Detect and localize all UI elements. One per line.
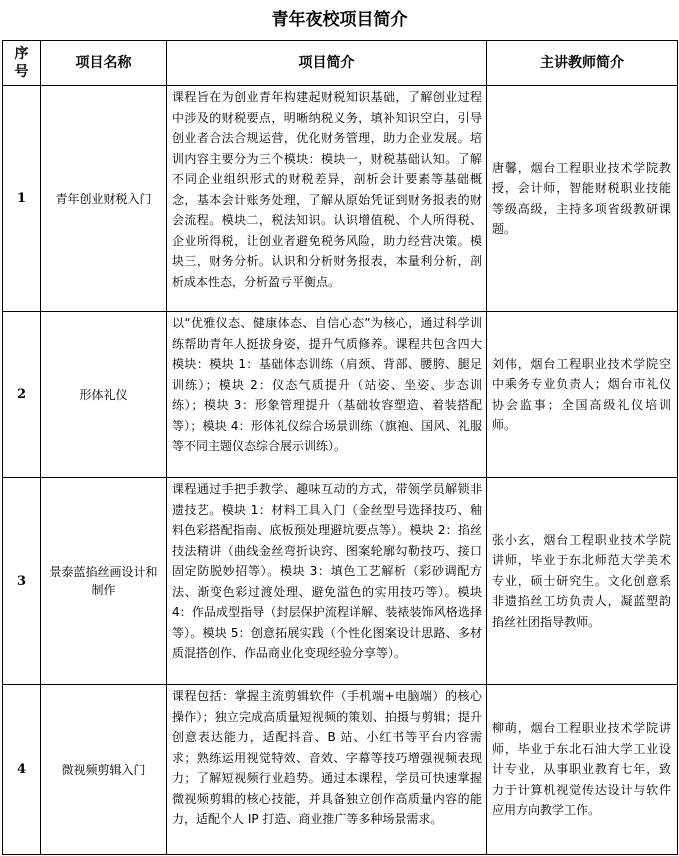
row-intro: 以“优雅仪态、健康体态、自信心态”为核心，通过科学训练帮助青年人挺拔身姿，提升气质修养。课程共包含四大模块：模块 1：基础体态训练（肩颈、背部、腰胯、腿足训练）；模块 2：仪态气质提升（站姿、坐姿、步态训练）；模块 3：形象管理提升（基础妆容塑造、着装搭配等）；模块 4：形体礼仪综合场景训练（旗袍、国风、礼服等不同主题仪态综合展示训练）。 [167, 312, 487, 478]
project-table [2, 40, 678, 855]
row-intro: 课程包括：掌握主流剪辑软件（手机端+电脑端）的核心操作）；独立完成高质量短视频的策划、拍摄与剪辑；提升创意表达能力，适配抖音、B 站、小红书等平台内容需求；熟练运用视觉特效、音效、字幕等技巧增强视频表现力；了解短视频行业趋势。通过本课程，学员可快速掌握微视频剪辑的核心技能，并具备独立创作高质量内容的能力，适配个人 IP 打造、商业推广等多种场景需求。 [167, 685, 487, 855]
table-row [3, 86, 678, 312]
header-intro: 项目简介 [167, 41, 487, 86]
table-row [3, 478, 678, 685]
header-name: 项目名称 [41, 41, 167, 86]
table-header-row [3, 41, 678, 86]
row-teacher: 柳萌，烟台工程职业技术学院讲师，毕业于东北石油大学工业设计专业，从事职业教育七年，致力于计算机视觉传达设计与软件应用方向教学工作。 [487, 685, 678, 855]
row-intro: 课程旨在为创业青年构建起财税知识基础，了解创业过程中涉及的财税要点，明晰纳税义务，填补知识空白，引导创业者合法合规运营，优化财务管理，助力企业发展。培训内容主要分为三个模块：模块一，财税基础认知。了解不同企业组织形式的财税差异，剖析会计要素等基础概念，基本会计账务处理，了解从原始凭证到财务报表的财会流程。模块二，税法知识。认识增值税、个人所得税、企业所得税，让创业者避免税务风险，助力经营决策。模块三，财务分析。认识和分析财务报表，本量利分析，剖析成本性态，分析盈亏平衡点。 [167, 86, 487, 312]
row-teacher: 刘伟，烟台工程职业技术学院空中乘务专业负责人；烟台市礼仪协会监事；全国高级礼仪培训师。 [487, 312, 678, 478]
header-no: 序号 [3, 41, 41, 86]
row-no: 1 [3, 86, 41, 312]
table-row [3, 685, 678, 855]
row-name: 微视频剪辑入门 [41, 685, 167, 855]
row-intro: 课程通过手把手教学、趣味互动的方式，带领学员解锁非遗技艺。模块 1：材料工具入门（金丝型号选择技巧、釉料色彩搭配指南、底板预处理避坑要点等）。模块 2：掐丝技法精讲（曲线金丝弯折诀窍、图案轮廓勾勒技巧、接口固定防脱妙招等）。模块 3：填色工艺解析（彩砂调配方法、渐变色彩过渡处理、避免溢色的实用技巧等）。模块 4：作品成型指导（封层保护流程详解、装裱装饰风格选择等）。模块 5：创意拓展实践（个性化图案设计思路、多材质混搭创作、作品商业化变现经验分享等）。 [167, 478, 487, 685]
row-name: 景泰蓝掐丝画设计和制作 [41, 478, 167, 685]
row-name: 形体礼仪 [41, 312, 167, 478]
row-teacher: 张小玄，烟台工程职业技术学院讲师，毕业于东北师范大学美术专业，硕士研究生。文化创意系非遗掐丝工坊负责人，凝蓝塑韵掐丝社团指导教师。 [487, 478, 678, 685]
header-teacher: 主讲教师简介 [487, 41, 678, 86]
row-no: 2 [3, 312, 41, 478]
row-no: 4 [3, 685, 41, 855]
table-row [3, 312, 678, 478]
row-name: 青年创业财税入门 [41, 86, 167, 312]
row-no: 3 [3, 478, 41, 685]
row-teacher: 唐馨，烟台工程职业技术学院教授，会计师，智能财税职业技能等级高级，主持多项省级教研课题。 [487, 86, 678, 312]
page-title: 青年夜校项目简介 [271, 10, 408, 30]
